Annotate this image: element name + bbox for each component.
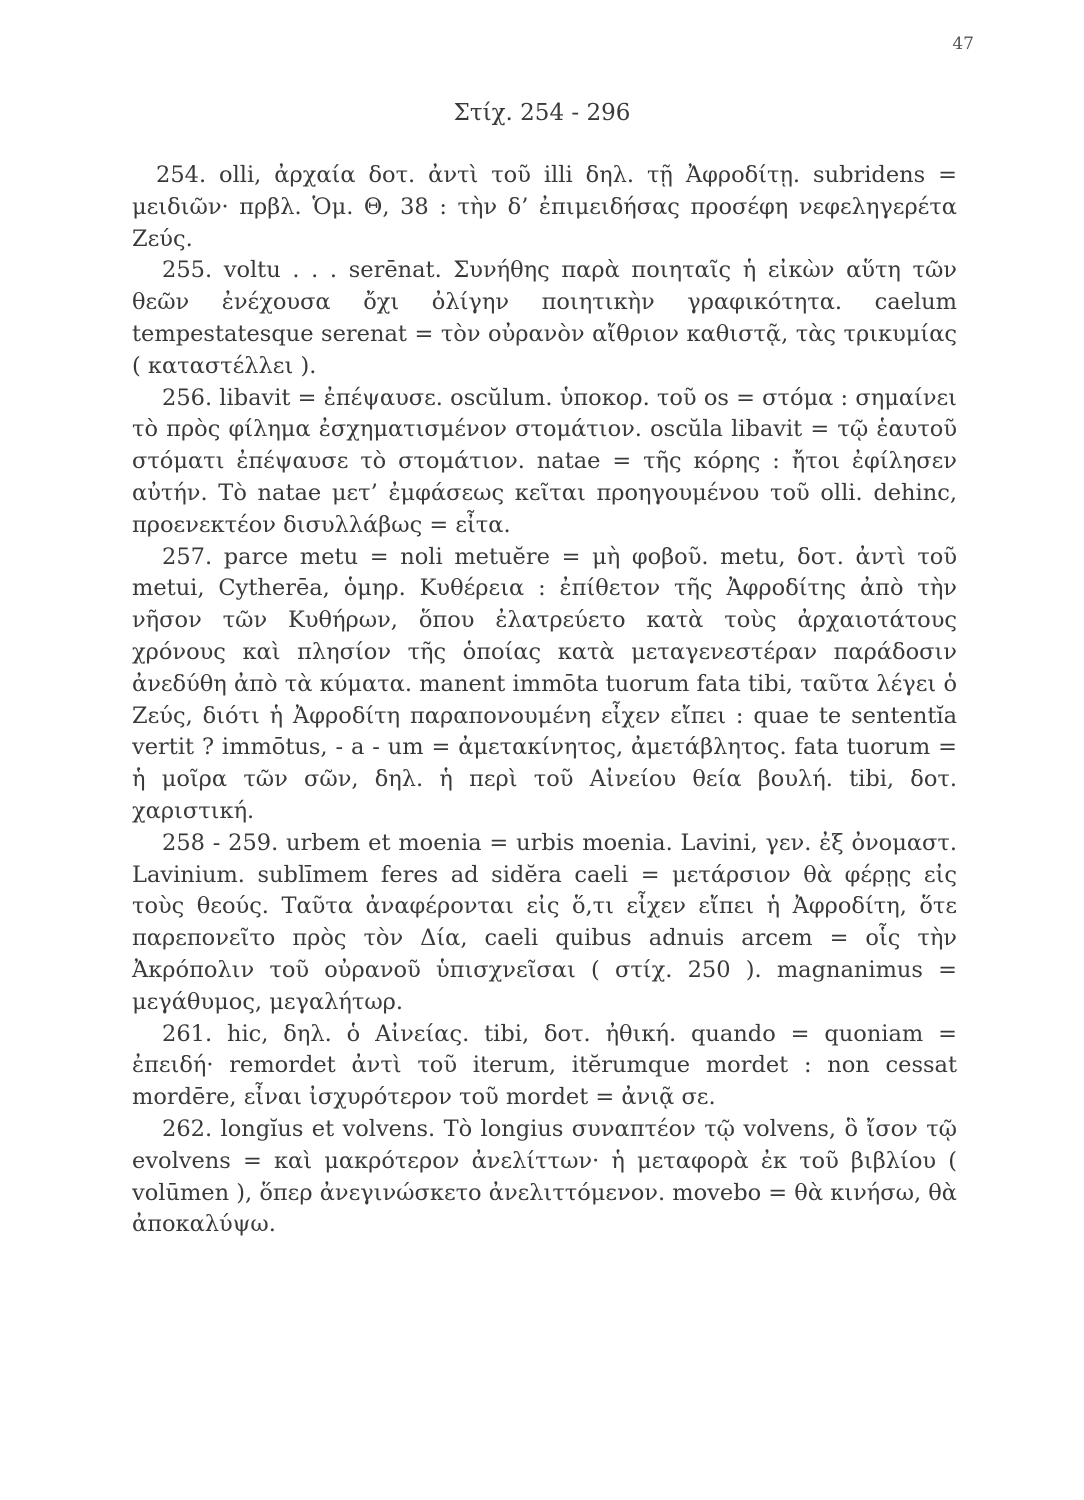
page-number: 47 <box>952 34 974 54</box>
commentary-body <box>132 160 957 1241</box>
paragraph-257: 257. parce metu = noli metuĕre = μὴ φοβοῦ. metu, δοτ. ἀντὶ τοῦ metui, Cytherēa, ὁμηρ. Κυθέρεια : ἐπίθετον τῆς Ἀφροδίτης ἀπὸ τὴν νῆσον τῶν Κυθήρων, ὅπου ἐλατρεύετο κατὰ τοὺς ἀρχαιοτάτους χρόνους καὶ πλησίον τῆς ὁποίας κατὰ μεταγενεστέραν παράδοσιν ἀνεδύθη ἀπὸ τὰ κύματα. manent immōta tuorum fata tibi, ταῦτα λέγει ὁ Ζεύς, διότι ἡ Ἀφροδίτη παραπονουμένη εἶχεν εἴπει : quae te sententĭa vertit ? immōtus, - a - um = ἀμετακίνητος, ἀμετάβλητος. fata tuorum = ἡ μοῖρα τῶν σῶν, δηλ. ἡ περὶ τοῦ Αἰνείου θεία βουλή. tibi, δοτ. χαριστική. <box>132 543 957 824</box>
paragraph-255: 255. voltu . . . serēnat. Συνήθης παρὰ ποιηταῖς ἡ εἰκὼν αὕτη τῶν θεῶν ἐνέχουσα ὄχι ὀλίγην ποιητικὴν γραφικότητα. caelum tempestatesque serenat = τὸν οὐρανὸν αἴθριον καθιστᾷ, τὰς τρικυμίας ( καταστέλλει ). <box>132 257 957 379</box>
paragraph-261: 261. hic, δηλ. ὁ Αἰνείας. tibi, δοτ. ἠθική. quando = quoniam = ἐπειδή· remordet ἀντὶ τοῦ iterum, itĕrumque mordet : non cessat mordēre, εἶναι ἰσχυρότερον τοῦ mordet = ἀνιᾷ σε. <box>132 1020 957 1111</box>
section-heading: Στίχ. 254 - 296 <box>453 100 631 126</box>
paragraph-254: 254. olli, ἀρχαία δοτ. ἀντὶ τοῦ illi δηλ. τῇ Ἀφροδίτῃ. subridens = μειδιῶν· πρβλ. Ὁμ. Θ, 38 : τὴν δ’ ἐπιμειδήσας προσέφη νεφεληγερέτα Ζεύς. <box>132 162 957 252</box>
paragraph-262: 262. longĭus et volvens. Τὸ longius συναπτέον τῷ volvens, ὃ ἴσον τῷ evolvens = καὶ μακρότερον ἀνελίττων· ἡ μεταφορὰ ἐκ τοῦ βιβλίου ( volūmen ), ὅπερ ἀνεγινώσκετο ἀνελιττόμενον. movebo = θὰ κινήσω, θὰ ἀποκαλύψω. <box>132 1115 957 1238</box>
paragraph-258-259: 258 - 259. urbem et moenia = urbis moenia. Lavini, γεν. ἐξ ὀνομαστ. Lavinium. sublīmem feres ad sidĕra caeli = μετάρσιον θὰ φέρῃς εἰς τοὺς θεούς. Ταῦτα ἀναφέρονται εἰς ὅ,τι εἶχεν εἴπει ἡ Ἀφροδίτη, ὅτε παρεπονεῖτο πρὸς τὸν Δία, caeli quibus adnuis arcem = οἷς τὴν Ἀκρόπολιν τοῦ οὐρανοῦ ὑπισχνεῖσαι ( στίχ. 250 ). magnanimus = μεγάθυμος, μεγαλήτωρ. <box>132 829 957 1015</box>
paragraph-256: 256. libavit = ἐπέψαυσε. oscŭlum. ὑποκορ. τοῦ os = στόμα : σημαίνει τὸ πρὸς φίλημα ἐσχηματισμένον στομάτιον. oscŭla libavit = τῷ ἑαυτοῦ στόματι ἐπέψαυσε τὸ στομάτιον. natae = τῆς κόρης : ἤτοι ἐφίλησεν αὐτήν. Τὸ natae μετ’ ἐμφάσεως κεῖται προηγουμένου τοῦ olli. dehinc, προενεκτέον δισυλλάβως = εἶτα. <box>132 384 957 538</box>
